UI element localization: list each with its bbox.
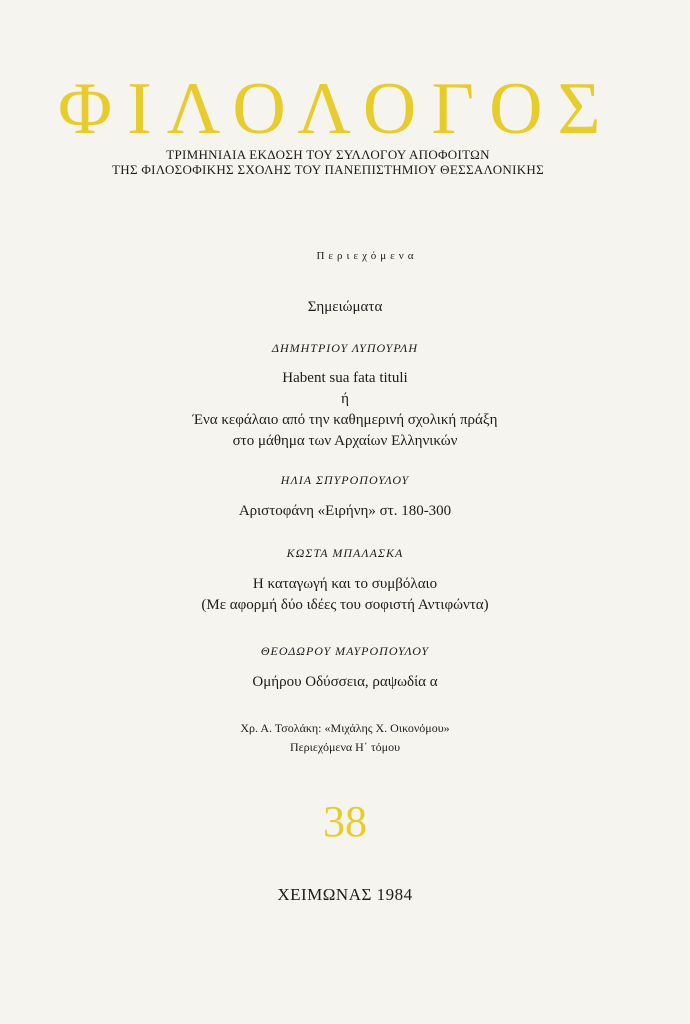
article-title-line: (Με αφορμή δύο ιδέες του σοφιστή Αντιφώντα): [201, 597, 489, 613]
article-title-line: Ένα κεφάλαιο από την καθημερινή σχολική πράξη: [192, 412, 498, 428]
notes-section: Σημειώματα: [307, 299, 383, 315]
extra-note-line-2: Περιεχόμενα Η΄ τόμου: [289, 740, 401, 754]
article-author: ΚΩΣΤΑ ΜΠΑΛΑΣΚΑ: [286, 546, 404, 560]
contents-heading: Περιεχόμενα: [316, 250, 418, 262]
journal-title: ΦΙΛΟΛΟΓΟΣ: [58, 68, 616, 150]
subtitle-line-2: ΤΗΣ ΦΙΛΟΣΟΦΙΚΗΣ ΣΧΟΛΗΣ ΤΟΥ ΠΑΝΕΠΙΣΤΗΜΙΟΥ ΘΕΣΣΑΛΟΝΙΚΗΣ: [112, 162, 544, 177]
article-author: ΔΗΜΗΤΡΙΟΥ ΛΥΠΟΥΡΛΗ: [271, 341, 419, 355]
article-title-line: Ομήρου Οδύσσεια, ραψωδία α: [252, 674, 438, 690]
article-title-line: Habent sua fata tituli: [282, 370, 408, 386]
issue-season: ΧΕΙΜΩΝΑΣ 1984: [277, 885, 413, 904]
subtitle-line-1: ΤΡΙΜΗΝΙΑΙΑ ΕΚΔΟΣΗ ΤΟΥ ΣΥΛΛΟΓΟΥ ΑΠΟΦΟΙΤΩΝ: [166, 147, 490, 162]
article-author: ΗΛΙΑ ΣΠΥΡΟΠΟΥΛΟΥ: [280, 473, 410, 487]
article-author: ΘΕΟΔΩΡΟΥ ΜΑΥΡΟΠΟΥΛΟΥ: [260, 644, 430, 658]
issue-number: 38: [323, 797, 367, 846]
article-title-line: Η καταγωγή και το συμβόλαιο: [252, 576, 438, 592]
article-title-line: ή: [341, 391, 349, 407]
article-title-line: στο μάθημα των Αρχαίων Ελληνικών: [232, 433, 458, 449]
article-title-line: Αριστοφάνη «Ειρήνη» στ. 180-300: [238, 503, 452, 519]
extra-note-line-1: Χρ. Α. Τσολάκη: «Μιχάλης Χ. Οικονόμου»: [240, 721, 450, 735]
